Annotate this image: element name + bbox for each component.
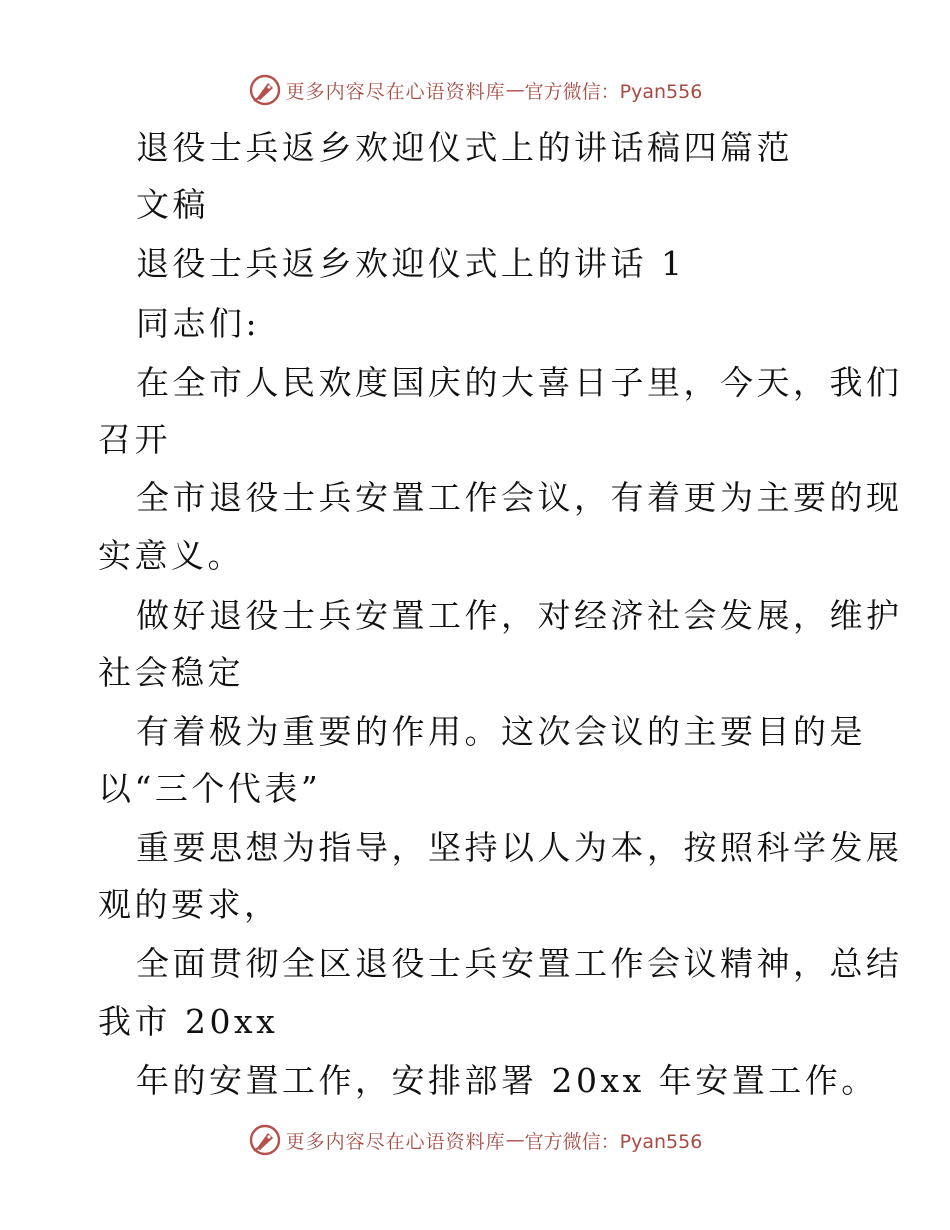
paragraph-line: 全市退役士兵安置工作会议，有着更为主要的现 — [136, 478, 903, 517]
watermark-dash: — — [505, 1129, 525, 1151]
paragraph-line: 实意义。 — [98, 536, 244, 575]
paragraph-line: 重要思想为指导，坚持以人为本，按照科学发展 — [136, 828, 903, 867]
salutation: 同志们: — [136, 304, 261, 343]
watermark-header — [0, 70, 950, 110]
paragraph-line: 社会稳定 — [98, 653, 244, 692]
watermark-text: 更多内容尽在心语资料库 — [285, 80, 506, 103]
paragraph-line: 我市 20xx — [98, 1002, 279, 1041]
paragraph-line: 做好退役士兵安置工作，对经济社会发展，维护 — [136, 596, 903, 635]
watermark-account: 官方微信：Pyan556 — [524, 80, 703, 103]
pen-nib-logo-icon — [248, 73, 282, 107]
paragraph-line: 在全市人民欢度国庆的大喜日子里，今天，我们 — [136, 363, 903, 402]
paragraph-line: 有着极为重要的作用。这次会议的主要目的是 — [136, 712, 866, 751]
paragraph-line: 召开 — [98, 420, 171, 459]
watermark-account: 官方微信：Pyan556 — [524, 1130, 703, 1153]
paragraph-line: 年的安置工作，安排部署 20xx 年安置工作。 — [136, 1061, 878, 1100]
paragraph-line: 观的要求， — [98, 885, 281, 924]
paragraph-line: 以“三个代表” — [98, 769, 322, 808]
document-title-line-1: 退役士兵返乡欢迎仪式上的讲话稿四篇范 — [136, 128, 793, 167]
pen-nib-logo-icon — [248, 1123, 282, 1157]
watermark-footer — [0, 1120, 950, 1160]
speech-heading: 退役士兵返乡欢迎仪式上的讲话 1 — [136, 244, 686, 283]
watermark-text: 更多内容尽在心语资料库 — [285, 1130, 506, 1153]
document-title-line-2: 文稿 — [136, 185, 209, 224]
watermark-dash: — — [505, 79, 525, 101]
paragraph-line: 全面贯彻全区退役士兵安置工作会议精神，总结 — [136, 944, 903, 983]
